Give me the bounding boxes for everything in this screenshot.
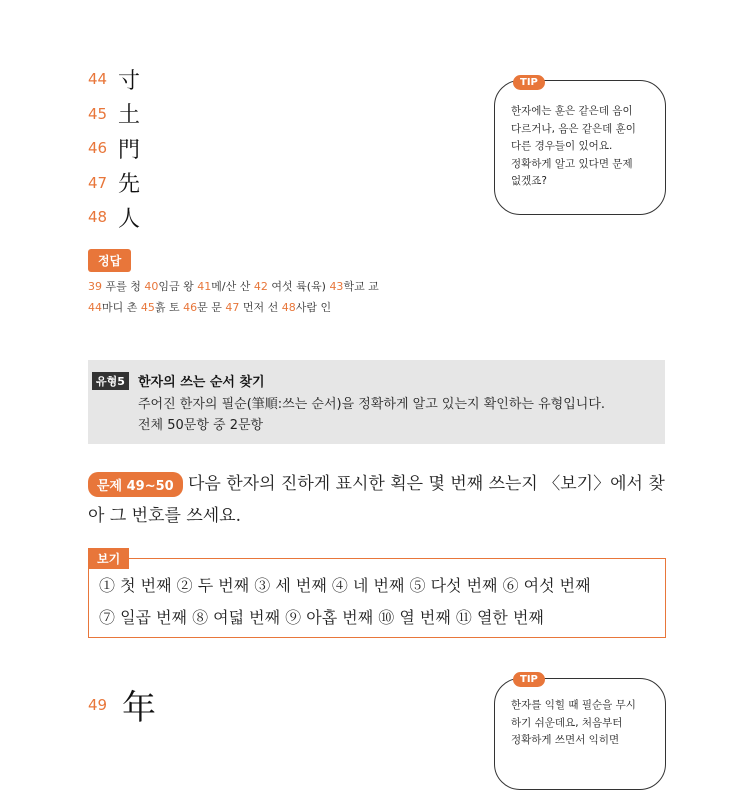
question-list	[88, 62, 140, 235]
answer-key	[88, 276, 379, 318]
tip-line: 없겠죠?	[511, 175, 548, 187]
question-number: 47	[88, 173, 108, 192]
hanja-character: 先	[118, 172, 141, 198]
answer-number: 46	[183, 301, 198, 314]
answer-number: 42	[253, 280, 268, 293]
type-title: 한자의 쓰는 순서 찾기	[138, 375, 265, 390]
tip-line: 한자에는 훈은 같은데 음이	[511, 105, 633, 117]
type-badge: 유형5	[92, 372, 129, 390]
answer-number: 40	[144, 280, 159, 293]
tip-text	[511, 103, 636, 191]
question-type-panel	[88, 360, 665, 444]
question-49	[88, 680, 156, 729]
choices-label: 보기	[88, 548, 129, 569]
answer-text: 여섯 륙(육)	[271, 280, 326, 293]
hanja-character: 人	[118, 206, 141, 232]
tip-label: TIP	[513, 672, 545, 687]
choices-line-1: ① 첫 번째 ② 두 번째 ③ 세 번째 ④ 네 번째 ⑤ 다섯 번째 ⑥ 여섯 번째	[99, 576, 591, 595]
question-47	[88, 166, 140, 201]
tip-label: TIP	[513, 75, 545, 90]
problem-badge: 문제 49~50	[88, 472, 183, 497]
question-48	[88, 200, 140, 235]
answer-label: 정답	[88, 249, 131, 272]
tip-line: 정확하게 알고 있다면 문제	[511, 157, 633, 170]
answer-text: 먼저 선	[242, 301, 279, 314]
question-number: 46	[88, 139, 108, 158]
answer-text: 문 문	[197, 301, 222, 314]
answer-text: 마디 촌	[102, 301, 138, 314]
problem-instruction: 다음 한자의 진하게 표시한 획은 몇 번째 쓰는지 〈보기〉에서 찾아 그 번호를 쓰세요.	[88, 474, 665, 526]
question-44	[88, 62, 140, 97]
answer-text: 메/산 산	[211, 280, 251, 293]
answer-text: 흙 토	[154, 301, 180, 314]
tip-text	[511, 697, 636, 750]
question-46	[88, 131, 140, 166]
question-45	[88, 97, 140, 132]
answer-number: 43	[329, 280, 344, 293]
answer-line-1	[88, 276, 379, 297]
answer-number: 47	[225, 301, 240, 314]
type-desc-line: 전체 50문항 중 2문항	[138, 418, 264, 433]
hanja-character: 寸	[118, 68, 141, 94]
answer-text: 푸를 청	[105, 280, 141, 293]
answer-text: 임금 왕	[158, 280, 194, 293]
answer-text: 사람 인	[295, 301, 332, 314]
hanja-character: 門	[118, 137, 141, 163]
answer-number: 45	[140, 301, 155, 314]
tip-line: 다른 경우들이 있어요.	[511, 140, 613, 152]
question-number: 48	[88, 208, 108, 227]
choices-line-2: ⑦ 일곱 번째 ⑧ 여덟 번째 ⑨ 아홉 번째 ⑩ 열 번째 ⑪ 열한 번째	[99, 608, 544, 627]
hanja-character: 土	[118, 103, 141, 129]
answer-number: 41	[197, 280, 212, 293]
type-description	[138, 394, 605, 436]
question-number: 49	[88, 695, 108, 714]
answer-text: 학교 교	[343, 280, 379, 293]
tip-bubble	[494, 678, 666, 790]
tip-bubble	[494, 80, 666, 215]
answer-line-2	[88, 297, 379, 318]
answer-number: 44	[88, 301, 102, 314]
answer-number: 48	[281, 301, 296, 314]
type-desc-line: 주어진 한자의 필순(筆順:쓰는 순서)을 정확하게 알고 있는지 확인하는 유형입니다.	[138, 397, 606, 412]
tip-line: 하기 쉬운데요, 처음부터	[511, 716, 623, 729]
tip-line: 한자를 익힐 때 필순을 무시	[511, 699, 636, 711]
tip-line: 다르거나, 음은 같은데 훈이	[511, 122, 636, 135]
question-number: 44	[88, 70, 108, 89]
choices-box	[88, 558, 666, 638]
answer-number: 39	[88, 280, 102, 293]
tip-line: 정확하게 쓰면서 익히면	[511, 734, 620, 746]
hanja-character: 年	[122, 688, 156, 728]
question-number: 45	[88, 104, 108, 123]
